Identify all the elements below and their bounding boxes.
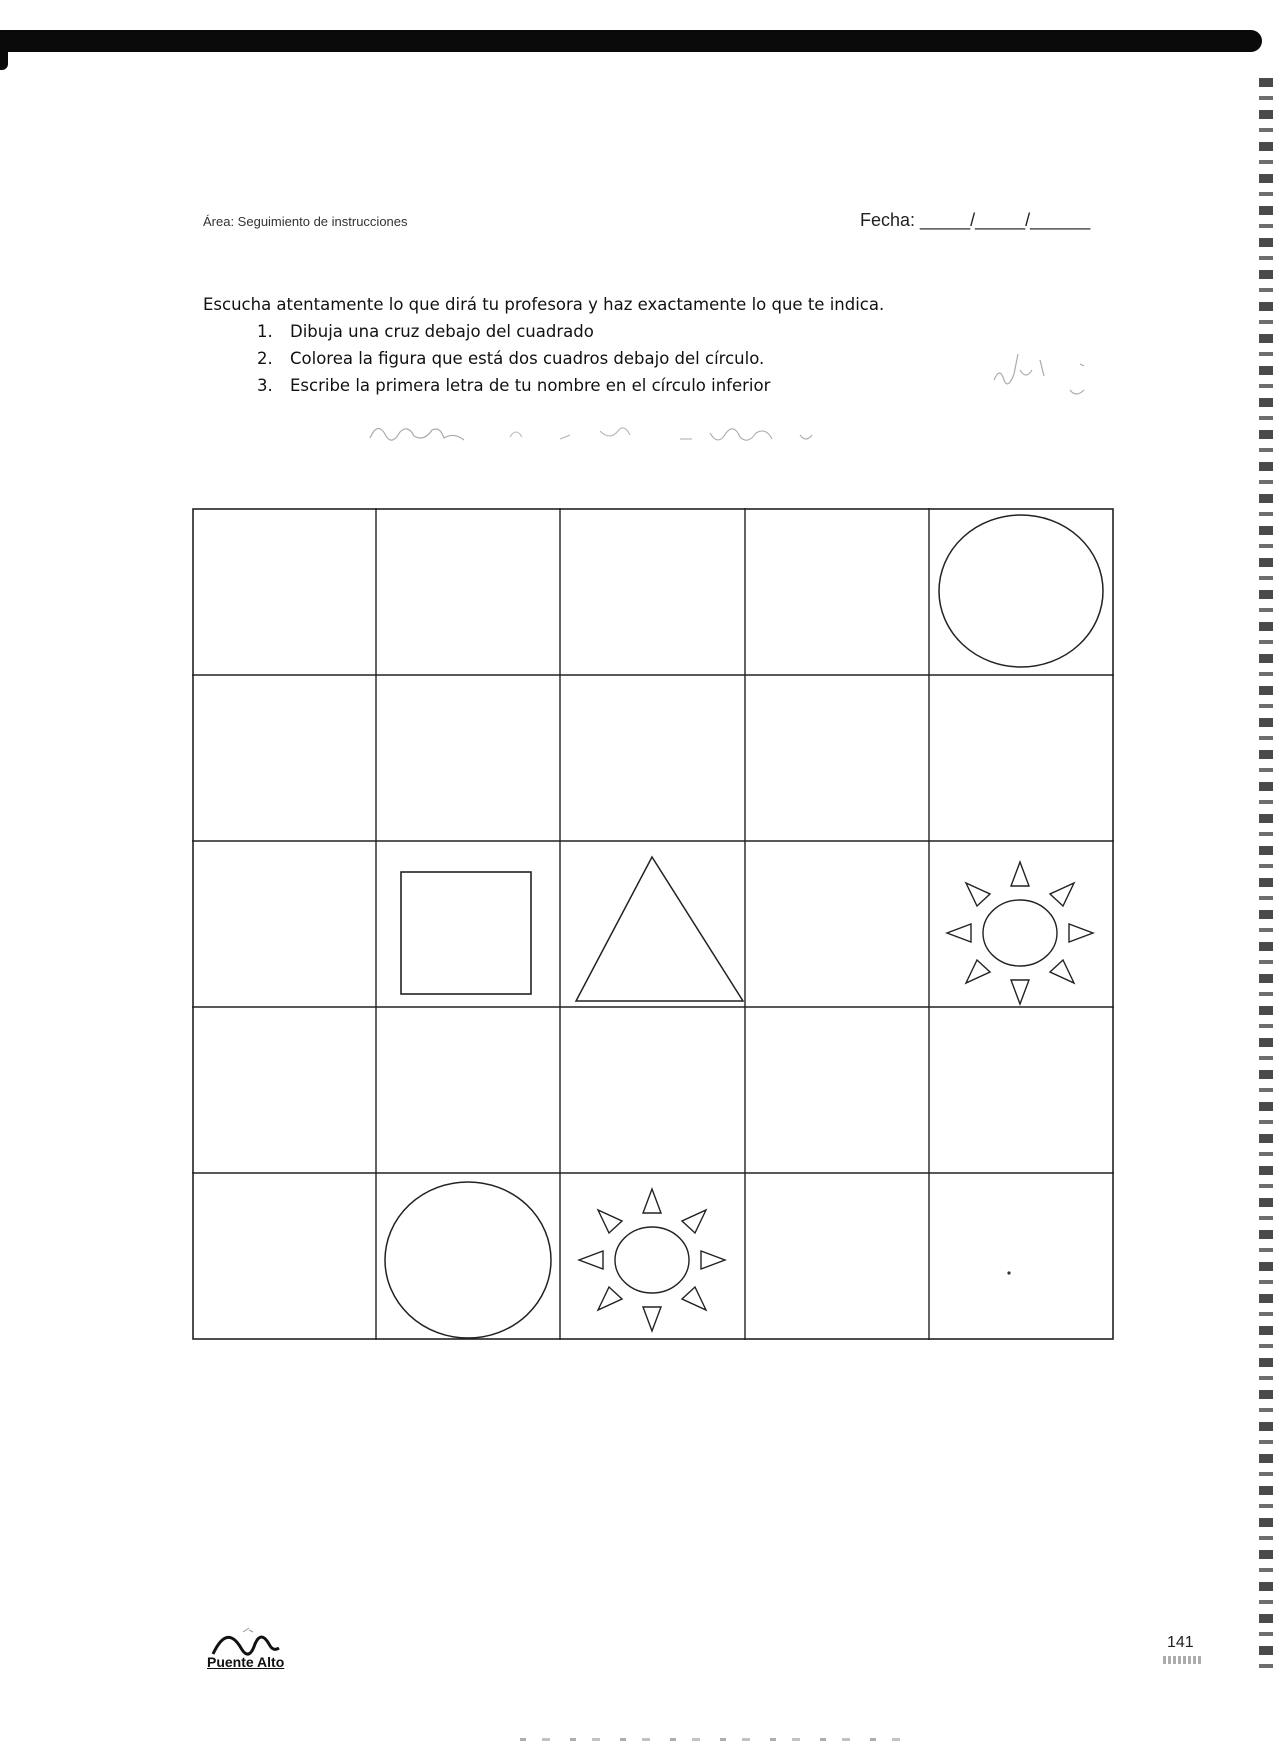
scan-top-border xyxy=(0,30,1262,52)
triangle-shape xyxy=(576,857,743,1001)
instructions-block xyxy=(203,291,1023,399)
instructions-intro: Escucha atentamente lo que dirá tu profesora y haz exactamente lo que te indica. xyxy=(203,295,885,314)
faint-handwritten-note xyxy=(360,413,920,453)
pencil-dot xyxy=(1007,1271,1010,1274)
faint-handwritten-mark xyxy=(990,340,1100,420)
instructions-list xyxy=(203,318,1023,399)
square-shape xyxy=(401,872,531,994)
instruction-item-2: 2. Colorea la figura que está dos cuadros debajo del círculo. xyxy=(278,345,1023,372)
date-field-label: Fecha: _____/_____/______ xyxy=(860,210,1091,230)
instruction-item-1: 1. Dibuja una cruz debajo del cuadrado xyxy=(278,318,1023,345)
spiral-binding-edge xyxy=(1259,78,1273,1678)
scan-bottom-specks xyxy=(520,1738,920,1741)
puente-alto-logo-icon xyxy=(205,1618,325,1688)
sun-shape-bottom xyxy=(579,1189,725,1331)
shape-grid xyxy=(192,508,1114,1340)
sun-shape-right xyxy=(947,862,1093,1004)
logo-text: Puente Alto xyxy=(207,1654,285,1670)
scan-corner-mark xyxy=(0,40,8,70)
grid-lines xyxy=(192,508,1114,1340)
circle-shape-bottom xyxy=(385,1182,551,1338)
page-number: 141 xyxy=(1167,1634,1194,1651)
area-label: Área: Seguimiento de instrucciones xyxy=(203,214,408,229)
instruction-item-3: 3. Escribe la primera letra de tu nombre en el círculo inferior xyxy=(278,372,1023,399)
scan-smudge xyxy=(1163,1656,1201,1664)
circle-shape-top xyxy=(939,515,1103,667)
